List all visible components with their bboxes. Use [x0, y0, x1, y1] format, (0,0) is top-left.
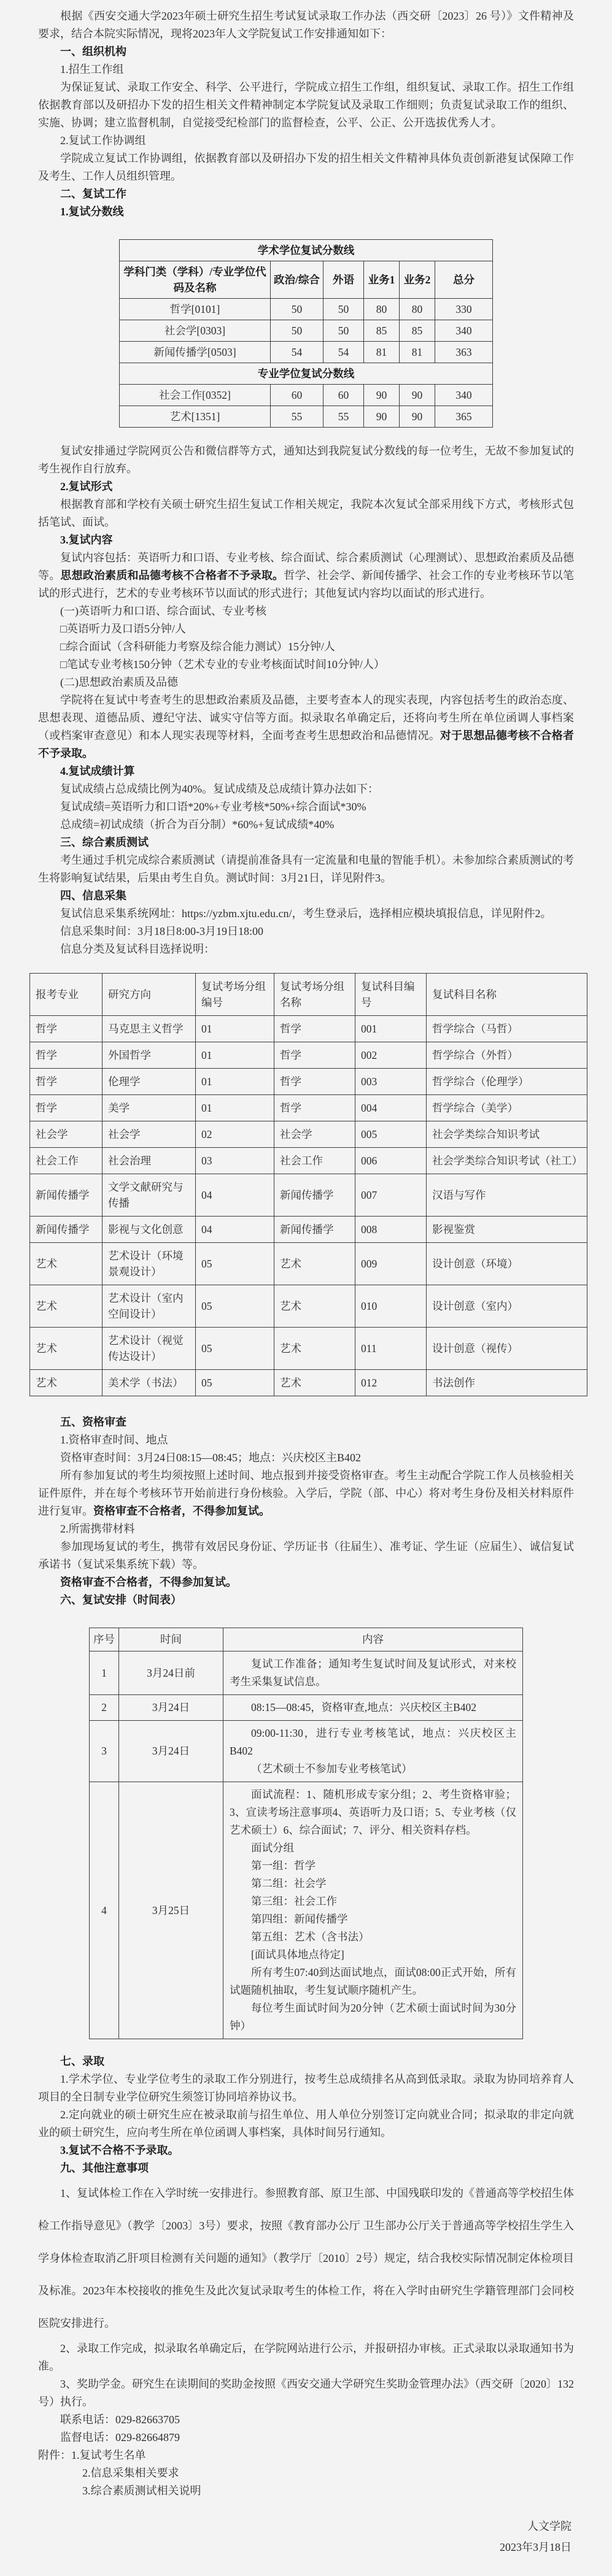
- section-7-paragraph-1: 1.学术学位、专业学位考生的录取工作分别进行，按考生总成绩排名从高到低录取。录取为协同培养育人项目的全日制专业学位研究生须签订协同培养协议书。: [38, 2073, 574, 2103]
- table-cell: 影视与文化创意: [103, 1217, 196, 1243]
- table-cell: 新闻传播学: [30, 1174, 103, 1217]
- table-cell: 006: [355, 1148, 427, 1174]
- table-cell: 85: [363, 320, 399, 342]
- section-5-item-2: 2.所需携带材料: [60, 1523, 135, 1535]
- table-cell: 001: [355, 1016, 427, 1042]
- paragraph-text: 所有参加复试的考生均须按照上述时间、地点报到并接受资格审查。考生主动配合学院工作人员核验相关证件原件，并在每个考核环节开始前进行身份核验。入学后，学院（部、中心）将对考生身份及相关材料原件进行复审。: [38, 1469, 574, 1517]
- section-2-list-4: □笔试专业考核150分钟（艺术专业的专业考核面试时间10分钟/人）: [60, 658, 385, 671]
- table-cell: 01: [196, 1069, 274, 1095]
- cell-line: 08:15—08:45，资格审查,地点：兴庆校区主B402: [251, 1701, 477, 1713]
- table-cell: 哲学综合（马哲）: [427, 1016, 587, 1042]
- table-cell: 002: [355, 1042, 427, 1069]
- table-cell: 365: [435, 406, 492, 428]
- table-cell: 书法创作: [427, 1370, 587, 1396]
- table-cell: 3月24日前: [119, 1651, 223, 1695]
- table-cell: 美术学（书法）: [103, 1370, 196, 1396]
- table-row: [119, 299, 492, 320]
- table-cell: 003: [355, 1069, 427, 1095]
- table-cell: 90: [399, 385, 435, 406]
- section-7-paragraph-3: 3.复试不合格不予录取。: [60, 2144, 179, 2156]
- section-2-paragraph-4: [38, 691, 574, 763]
- section-2-list-5: (二)思想政治素质及品德: [60, 676, 178, 688]
- table-cell: 外语: [323, 261, 363, 299]
- table-row: [119, 406, 492, 428]
- table-cell: 伦理学: [103, 1069, 196, 1095]
- attachment-line-1: 附件：1.复试考生名单: [38, 2449, 146, 2461]
- subject-selection-table: [29, 973, 587, 1396]
- section-2-sub-2: 2.复试形式: [60, 480, 113, 493]
- table-row: [30, 1095, 587, 1121]
- table-row: [90, 1651, 523, 1695]
- cell-line: 面试分组: [251, 1842, 294, 1854]
- paragraph-text: 哲学、社会学、新闻传播学、社会工作的专业考核环节以笔试的形式进行，艺术的专业考核环节以面试的形式进行；其他复试内容均以面试的形式进行。: [38, 569, 575, 599]
- table-cell: 81: [363, 342, 399, 363]
- table-cell: 哲学: [30, 1016, 103, 1042]
- table-cell: 社会学: [30, 1121, 103, 1148]
- table-cell: 01: [196, 1095, 274, 1121]
- section-1-heading: 一、组织机构: [60, 45, 126, 58]
- table-cell: 复试考场分组编号: [196, 974, 274, 1016]
- table-cell: 哲学: [274, 1095, 355, 1121]
- table-cell: 艺术: [274, 1370, 355, 1396]
- section-5-paragraph-1: 资格审查时间：3月24日08:15—08:45；地点：兴庆校区主B402: [60, 1451, 362, 1464]
- section-4-paragraph-1: [38, 905, 574, 923]
- table-cell: 汉语与写作: [427, 1174, 587, 1217]
- paragraph-text: 学院将在复试中考查考生的思想政治素质及品德，主要考查本人的现实表现，内容包括考生的政治态度、思想表现、道德品质、遵纪守法、诚实守信等方面。拟录取名单确定后，还将向考生所在单位函调人事档案（或档案审查意见）和本人现实表现等材料，全面考查考生思想政治和品德情况。: [38, 694, 574, 742]
- section-7-heading: 七、录取: [60, 2055, 104, 2067]
- table-row: [90, 1782, 523, 2039]
- table-row: [119, 385, 492, 406]
- formula-total-score: 总成绩=初试成绩（折合为百分制）*60%+复试成绩*40%: [60, 818, 335, 831]
- table-row: [30, 1370, 587, 1396]
- table-cell: 哲学: [274, 1016, 355, 1042]
- table-cell: 学术学位复试分数线: [119, 240, 492, 261]
- table-cell: 03: [196, 1148, 274, 1174]
- table-cell: 外国哲学: [103, 1042, 196, 1069]
- bold-statement: 资格审查不合格者，不得参加复试。: [93, 1505, 270, 1517]
- table-cell: 艺术: [274, 1328, 355, 1370]
- section-2-heading: 二、复试工作: [60, 188, 126, 200]
- table-cell: 340: [435, 385, 492, 406]
- table-cell: 02: [196, 1121, 274, 1148]
- table-cell: 政治/综合: [270, 261, 323, 299]
- table-cell: 01: [196, 1042, 274, 1069]
- table-cell: 社会工作: [30, 1148, 103, 1174]
- table-cell: 复试科目名称: [427, 974, 587, 1016]
- paragraph-text: 复试信息采集系统网址：: [60, 907, 182, 920]
- section-5-heading: 五、资格审查: [60, 1416, 126, 1428]
- table-row: [30, 1174, 587, 1217]
- table-cell: 81: [399, 342, 435, 363]
- table-cell: 文学文献研究与传播: [103, 1174, 196, 1217]
- table-cell: 内容: [223, 1628, 523, 1651]
- section-5-paragraph-3: 参加现场复试的考生，携带有效居民身份证、学历证书（往届生）、准考证、学生证（应届生）、诚信复试承诺书（复试采集系统下载）等。: [38, 1540, 574, 1571]
- cell-line: 面试流程：1、随机形成专家分组；2、考生资格审验；3、宣读考场注意事项4、英语听力及口语；5、专业考核（仅艺术硕士）6、综合面试；7、评分、相关资料存档。: [230, 1788, 516, 1836]
- table-cell: 艺术设计（环境景观设计）: [103, 1243, 196, 1285]
- table-cell: 012: [355, 1370, 427, 1396]
- table-cell: 90: [363, 385, 399, 406]
- url-text: https://yzbm.xjtu.edu.cn/: [182, 907, 292, 920]
- table-row: [90, 1628, 523, 1651]
- table-cell: 004: [355, 1095, 427, 1121]
- section-5-item-1: 1.资格审查时间、地点: [60, 1434, 168, 1446]
- supervision-phone: 监督电话：029-82664879: [60, 2431, 180, 2443]
- section-2-paragraph-5: 复试成绩占总成绩比例为40%。复试成绩及总成绩计算办法如下：: [60, 783, 379, 795]
- table-row: [30, 1243, 587, 1285]
- table-cell: 学科门类（学科）/专业学位代码及名称: [119, 261, 270, 299]
- table-cell: 54: [270, 342, 323, 363]
- table-cell: [223, 1782, 523, 2039]
- table-cell: 设计创意（视传）: [427, 1328, 587, 1370]
- table-cell: 社会学类综合知识考试: [427, 1121, 587, 1148]
- table-cell: 社会治理: [103, 1148, 196, 1174]
- table-cell: 新闻传播学[0503]: [119, 342, 270, 363]
- table-cell: 54: [323, 342, 363, 363]
- table-cell: 设计创意（室内）: [427, 1285, 587, 1328]
- table-cell: 05: [196, 1370, 274, 1396]
- table-cell: [223, 1651, 523, 1695]
- table-cell: 60: [270, 385, 323, 406]
- table-row: [30, 1285, 587, 1328]
- signature-date: 2023年3月18日: [500, 2541, 571, 2553]
- table-cell: 哲学综合（伦理学）: [427, 1069, 587, 1095]
- section-3-heading: 三、综合素质测试: [60, 836, 149, 848]
- cell-line: （艺术硕士不参加专业考核笔试）: [251, 1763, 413, 1775]
- table-cell: 3月24日: [119, 1695, 223, 1721]
- table-row: [90, 1695, 523, 1721]
- table-cell: 艺术: [30, 1243, 103, 1285]
- table-row: [30, 1016, 587, 1042]
- table-cell: 50: [270, 299, 323, 320]
- section-9-paragraph-1: 1、复试体检工作在入学时统一安排进行。参照教育部、原卫生部、中国残联印发的《普通高等学校招生体检工作指导意见》（教学〔2003〕3号）要求，按照《教育部办公厅 卫生部办公厅关于普通高等学校招生学生入学身体检查取消乙肝项目检测有关问题的通知》（教学厅〔2010〕2号）规定，结合我校实际情况制定体检项目及标准。2023年本校接收的推免生及此次复试录取考生的体检工作，将在入学时由研究生学籍管理部门会同校医院安排进行。: [38, 2187, 574, 2329]
- table-cell: 04: [196, 1174, 274, 1217]
- table-cell: 业务2: [399, 261, 435, 299]
- table-cell: 60: [323, 385, 363, 406]
- table-cell: 影视鉴赏: [427, 1217, 587, 1243]
- section-1-item-1: 1.招生工作组: [60, 63, 124, 75]
- table-cell: 80: [399, 299, 435, 320]
- table-cell: 50: [323, 320, 363, 342]
- contact-phone: 联系电话：029-82663705: [60, 2413, 180, 2426]
- section-1-item-2: 2.复试工作协调组: [60, 134, 146, 147]
- table-cell: 008: [355, 1217, 427, 1243]
- table-cell: 序号: [90, 1628, 119, 1651]
- table-cell: 90: [363, 406, 399, 428]
- table-cell: 艺术: [30, 1328, 103, 1370]
- table-cell: 85: [399, 320, 435, 342]
- attachment-line-2: 2.信息采集相关要求: [82, 2467, 179, 2479]
- table-cell: 哲学: [274, 1042, 355, 1069]
- table-row: [30, 1042, 587, 1069]
- table-cell: 报考专业: [30, 974, 103, 1016]
- section-9-paragraph-2: 2、录取工作完成，拟录取名单确定后，在学院网站进行公示，并报研招办审核。正式录取以录取通知书为准。: [38, 2342, 574, 2372]
- table-cell: 研究方向: [103, 974, 196, 1016]
- table-cell: [223, 1721, 523, 1782]
- table-cell: 新闻传播学: [274, 1174, 355, 1217]
- table-cell: 社会学类综合知识考试（社工）: [427, 1148, 587, 1174]
- table-cell: 01: [196, 1016, 274, 1042]
- table-cell: 社会学[0303]: [119, 320, 270, 342]
- table-cell: 005: [355, 1121, 427, 1148]
- table-cell: 1: [90, 1651, 119, 1695]
- table-cell: 3月25日: [119, 1782, 223, 2039]
- table-cell: 美学: [103, 1095, 196, 1121]
- section-2-sub-3: 3.复试内容: [60, 534, 113, 546]
- table-cell: 哲学综合（美学）: [427, 1095, 587, 1121]
- section-4-collection-time: 信息采集时间：3月18日8:00-3月19日18:00: [60, 925, 263, 937]
- table-cell: 马克思主义哲学: [103, 1016, 196, 1042]
- cell-line: 复试工作准备；通知考生复试时间及复试形式，对来校考生采集复试信息。: [230, 1658, 516, 1688]
- table-cell: 艺术: [274, 1285, 355, 1328]
- table-cell: 330: [435, 299, 492, 320]
- table-row: [119, 320, 492, 342]
- cell-line: 所有考生07:40到达面试地点，面试08:00正式开始，所有试题随机抽取，考生复试顺序随机产生。: [230, 1966, 516, 1996]
- table-cell: 艺术: [30, 1285, 103, 1328]
- section-2-paragraph-after-table: 复试安排通过学院网页公告和微信群等方式，通知达到我院复试分数线的每一位考生，无故不参加复试的考生视作自行放弃。: [38, 445, 574, 475]
- cell-line: [面试具体地点待定]: [251, 1948, 344, 1961]
- cell-line: 第四组：新闻传播学: [251, 1913, 348, 1925]
- table-row: [30, 974, 587, 1016]
- table-cell: 011: [355, 1328, 427, 1370]
- table-cell: 艺术: [274, 1243, 355, 1285]
- table-cell: 3: [90, 1721, 119, 1782]
- attachment-line-3: 3.综合素质测试相关说明: [82, 2485, 201, 2497]
- table-cell: 363: [435, 342, 492, 363]
- table-cell: 哲学[0101]: [119, 299, 270, 320]
- bold-statement: 思想政治素质和品德考核不合格者不予录取。: [60, 569, 284, 582]
- table-cell: 哲学: [274, 1069, 355, 1095]
- paragraph-text: ，考生登录后，选择相应模块填报信息，详见附件2。: [292, 907, 552, 920]
- schedule-table: [89, 1628, 523, 2039]
- table-cell: 4: [90, 1782, 119, 2039]
- cell-line: 第三组：社会工作: [251, 1895, 337, 1907]
- section-4-note: 信息分类及复试科目选择说明：: [60, 943, 215, 955]
- score-line-table: [119, 239, 493, 428]
- section-2-paragraph-2: 根据教育部和学校有关硕士研究生招生复试工作相关规定，我院本次复试全部采用线下方式，考核形式包括笔试、面试。: [38, 498, 574, 528]
- cell-line: 第一组：哲学: [251, 1859, 316, 1872]
- section-2-list-3: □综合面试（含科研能力考察及综合能力测试）15分钟/人: [60, 640, 335, 653]
- table-cell: 哲学: [30, 1069, 103, 1095]
- section-6-heading: 六、复试安排（时间表）: [60, 1594, 182, 1606]
- section-2-list-2: □英语听力及口语5分钟/人: [60, 623, 186, 635]
- section-2-sub-1: 1.复试分数线: [60, 206, 124, 218]
- section-5-paragraph-2: [38, 1467, 574, 1520]
- table-cell: 哲学: [30, 1042, 103, 1069]
- table-cell: 新闻传播学: [30, 1217, 103, 1243]
- table-cell: 哲学综合（外哲）: [427, 1042, 587, 1069]
- cell-line: 09:00-11:30，进行专业考核笔试，地点：兴庆校区主B402: [230, 1727, 516, 1757]
- table-cell: [223, 1695, 523, 1721]
- table-cell: 55: [270, 406, 323, 428]
- table-cell: 艺术[1351]: [119, 406, 270, 428]
- table-cell: 社会学: [103, 1121, 196, 1148]
- table-cell: 04: [196, 1217, 274, 1243]
- table-cell: 新闻传播学: [274, 1217, 355, 1243]
- table-cell: 社会工作: [274, 1148, 355, 1174]
- table-cell: 3月24日: [119, 1721, 223, 1782]
- table-cell: 80: [363, 299, 399, 320]
- section-1-paragraph-1: 为保证复试、录取工作安全、科学、公平进行，学院成立招生工作组，组织复试、录取工作。招生工作组依据教育部以及研招办下发的招生相关文件精神制定本学院复试及录取工作细则；负责复试录取工作的组织、实施、协调；建立监督机制，自觉接受纪检部门的监督检查，公平、公正、公开选拔优秀人才。: [38, 81, 574, 129]
- table-cell: 340: [435, 320, 492, 342]
- table-cell: 社会学: [274, 1121, 355, 1148]
- table-row: [119, 240, 492, 261]
- table-row: [30, 1328, 587, 1370]
- table-cell: 总分: [435, 261, 492, 299]
- table-row: [30, 1069, 587, 1095]
- section-2-list-1: (一)英语听力和口语、综合面试、专业考核: [60, 605, 266, 617]
- cell-line: 第五组：艺术（含书法）: [251, 1931, 370, 1943]
- section-1-paragraph-2: 学院成立复试工作协调组，依据教育部以及研招办下发的招生相关文件精神具体负责创新港复试保障工作及考生、工作人员组织管理。: [38, 152, 574, 182]
- table-cell: 55: [323, 406, 363, 428]
- section-4-heading: 四、信息采集: [60, 890, 126, 902]
- section-9-paragraph-3: 3、奖助学金。研究生在读期间的奖助金按照《西安交通大学研究生奖助金管理办法》（西交研〔2020〕132号）执行。: [38, 2378, 574, 2408]
- section-5-bold-note: 资格审查不合格者，不得参加复试。: [60, 1576, 237, 1588]
- section-2-paragraph-3: [38, 549, 574, 602]
- table-row: [30, 1148, 587, 1174]
- cell-line: 每位考生面试时间为20分钟（艺术硕士面试时间为30分钟）: [230, 2002, 516, 2032]
- table-row: [119, 363, 492, 385]
- signature-org: 人文学院: [527, 2520, 571, 2532]
- table-cell: 2: [90, 1695, 119, 1721]
- cell-line: 第二组：社会学: [251, 1877, 327, 1890]
- table-cell: 90: [399, 406, 435, 428]
- table-row: [30, 1217, 587, 1243]
- table-cell: 007: [355, 1174, 427, 1217]
- section-2-sub-4: 4.复试成绩计算: [60, 765, 135, 777]
- table-row: [30, 1121, 587, 1148]
- table-cell: 05: [196, 1285, 274, 1328]
- table-cell: 009: [355, 1243, 427, 1285]
- table-cell: 艺术设计（室内空间设计）: [103, 1285, 196, 1328]
- table-cell: 05: [196, 1328, 274, 1370]
- table-row: [119, 342, 492, 363]
- table-cell: 哲学: [30, 1095, 103, 1121]
- notice-intro: 根据《西安交通大学2023年硕士研究生招生考试复试录取工作办法（西交研〔2023〕26 号）》文件精神及要求，结合本院实际情况，现将2023年人文学院复试工作安排通知如下：: [38, 10, 574, 40]
- table-cell: 社会工作[0352]: [119, 385, 270, 406]
- bold-statement: 对于思想品德考核不合格者不予录取。: [38, 729, 574, 759]
- table-cell: 50: [323, 299, 363, 320]
- table-cell: 艺术: [30, 1370, 103, 1396]
- table-cell: 设计创意（环境）: [427, 1243, 587, 1285]
- table-row: [119, 261, 492, 299]
- table-cell: 010: [355, 1285, 427, 1328]
- table-cell: 业务1: [363, 261, 399, 299]
- section-9-heading: 九、其他注意事项: [60, 2162, 149, 2174]
- formula-retest-score: 复试成绩=英语听力和口语*20%+专业考核*50%+综合面试*30%: [60, 801, 366, 813]
- table-cell: 艺术设计（视觉传达设计）: [103, 1328, 196, 1370]
- paragraph-text: 复试内容包括：英语听力和口语、专业考核、综合面试、综合素质测试（心理测试）、思想政治素质及品德等。: [38, 552, 574, 582]
- signature-block: [38, 2516, 574, 2558]
- section-3-paragraph-1: 考生通过手机完成综合素质测试（请提前准备具有一定流量和电量的智能手机）。未参加综合素质测试的考生将影响复试结果，后果由考生自负。测试时间：3月21日，详见附件3。: [38, 854, 574, 884]
- table-cell: 专业学位复试分数线: [119, 363, 492, 385]
- table-cell: 复试考场分组名称: [274, 974, 355, 1016]
- table-cell: 50: [270, 320, 323, 342]
- table-cell: 05: [196, 1243, 274, 1285]
- table-row: [90, 1721, 523, 1782]
- table-cell: 复试科目编号: [355, 974, 427, 1016]
- table-cell: 时间: [119, 1628, 223, 1651]
- section-7-paragraph-2: 2.定向就业的硕士研究生应在被录取前与招生单位、用人单位分别签订定向就业合同；拟录取的非定向就业的硕士研究生，应向考生所在单位函调人事档案，具体时间另行通知。: [38, 2109, 574, 2139]
